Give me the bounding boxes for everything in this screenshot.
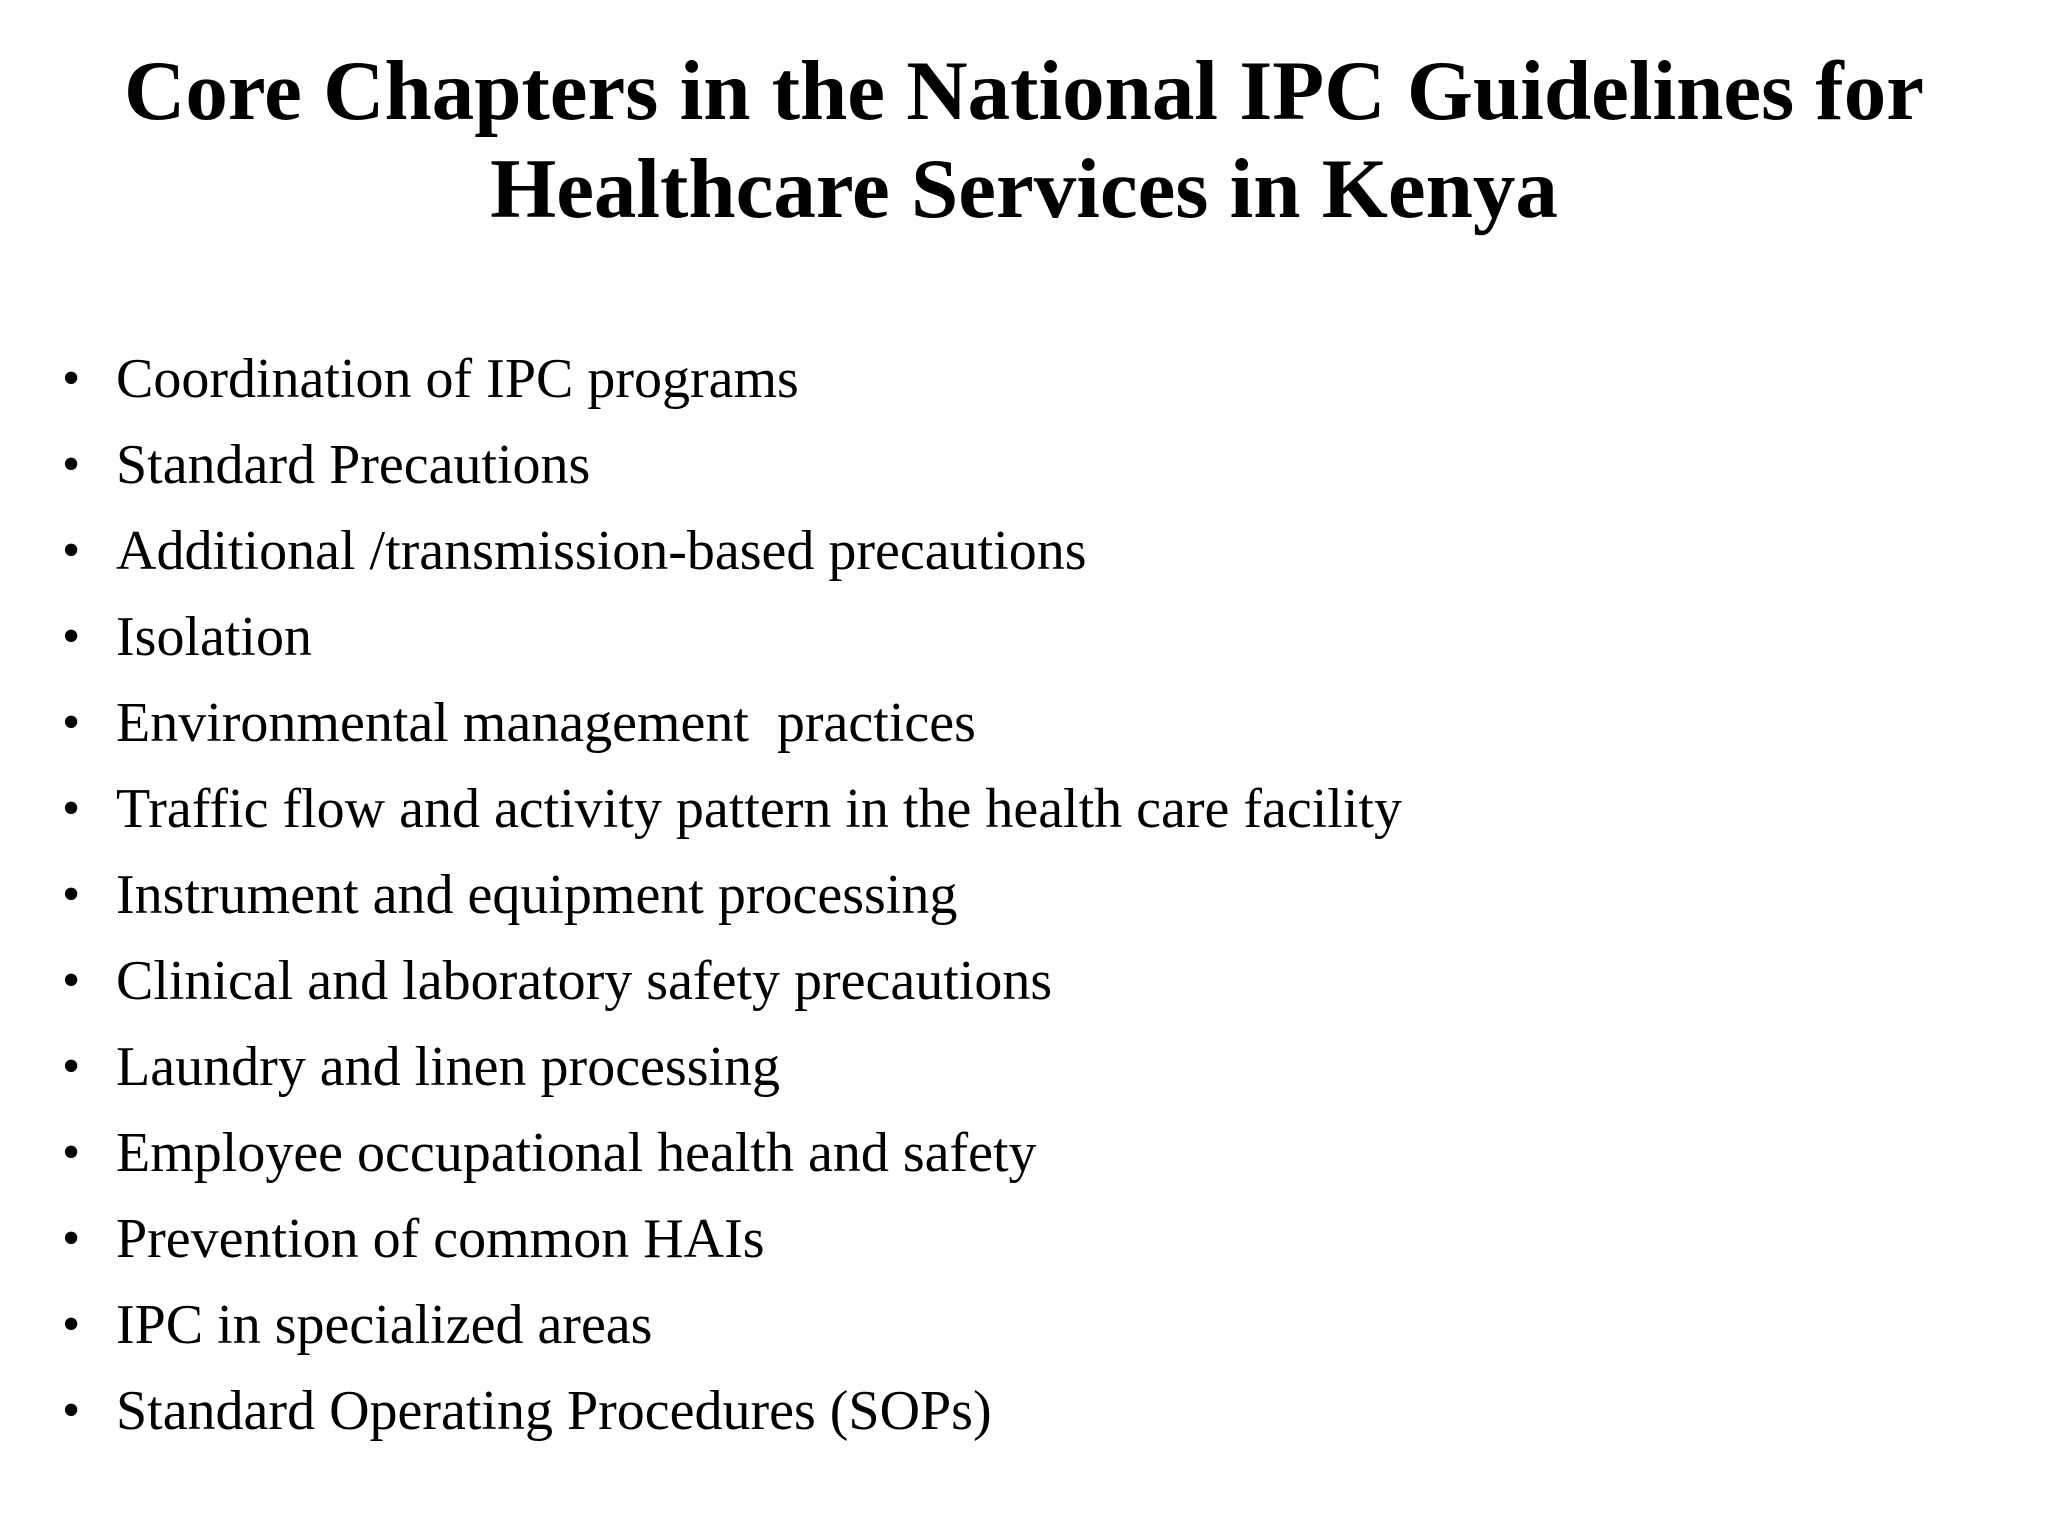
list-item-text: Isolation: [116, 606, 312, 668]
list-item: [62, 772, 1962, 858]
bullet-icon: •: [62, 952, 81, 1009]
bullet-icon: •: [62, 608, 81, 665]
list-item-text: Employee occupational health and safety: [116, 1122, 1037, 1184]
bullet-icon: •: [62, 1038, 81, 1095]
list-item: [62, 342, 1962, 428]
list-item-text: Traffic flow and activity pattern in the health care facility: [116, 778, 1402, 840]
bullet-icon: •: [62, 780, 81, 837]
list-item: [62, 686, 1962, 772]
list-item: [62, 1202, 1962, 1288]
list-item-text: Environmental management practices: [116, 692, 976, 754]
bullet-icon: •: [62, 866, 81, 923]
slide-title-line-1: Core Chapters in the National IPC Guidelines for: [124, 44, 1924, 138]
list-item: [62, 1030, 1962, 1116]
list-item: [62, 1374, 1962, 1460]
list-item: [62, 514, 1962, 600]
bullet-icon: •: [62, 1382, 81, 1439]
list-item: [62, 600, 1962, 686]
list-item-text: Clinical and laboratory safety precautions: [116, 950, 1053, 1012]
list-item: [62, 858, 1962, 944]
slide-title-line-2: Healthcare Services in Kenya: [490, 142, 1558, 236]
bullet-icon: •: [62, 694, 81, 751]
list-item-text: Additional /transmission-based precautions: [116, 520, 1087, 582]
list-item: [62, 944, 1962, 1030]
list-item: [62, 1288, 1962, 1374]
bullet-icon: •: [62, 1124, 81, 1181]
list-item-text: IPC in specialized areas: [116, 1294, 653, 1356]
list-item: [62, 1116, 1962, 1202]
bullet-icon: •: [62, 522, 81, 579]
list-item-text: Coordination of IPC programs: [116, 348, 799, 410]
bullet-icon: •: [62, 1210, 81, 1267]
list-item-text: Instrument and equipment processing: [116, 864, 958, 926]
list-item-text: Standard Precautions: [116, 434, 591, 496]
chapter-list: [62, 342, 1962, 1460]
list-item-text: Prevention of common HAIs: [116, 1208, 765, 1270]
slide-title: [40, 42, 2008, 238]
list-item-text: Laundry and linen processing: [116, 1036, 781, 1098]
bullet-icon: •: [62, 436, 81, 493]
list-item: [62, 428, 1962, 514]
bullet-icon: •: [62, 1296, 81, 1353]
bullet-icon: •: [62, 350, 81, 407]
list-item-text: Standard Operating Procedures (SOPs): [116, 1380, 992, 1442]
